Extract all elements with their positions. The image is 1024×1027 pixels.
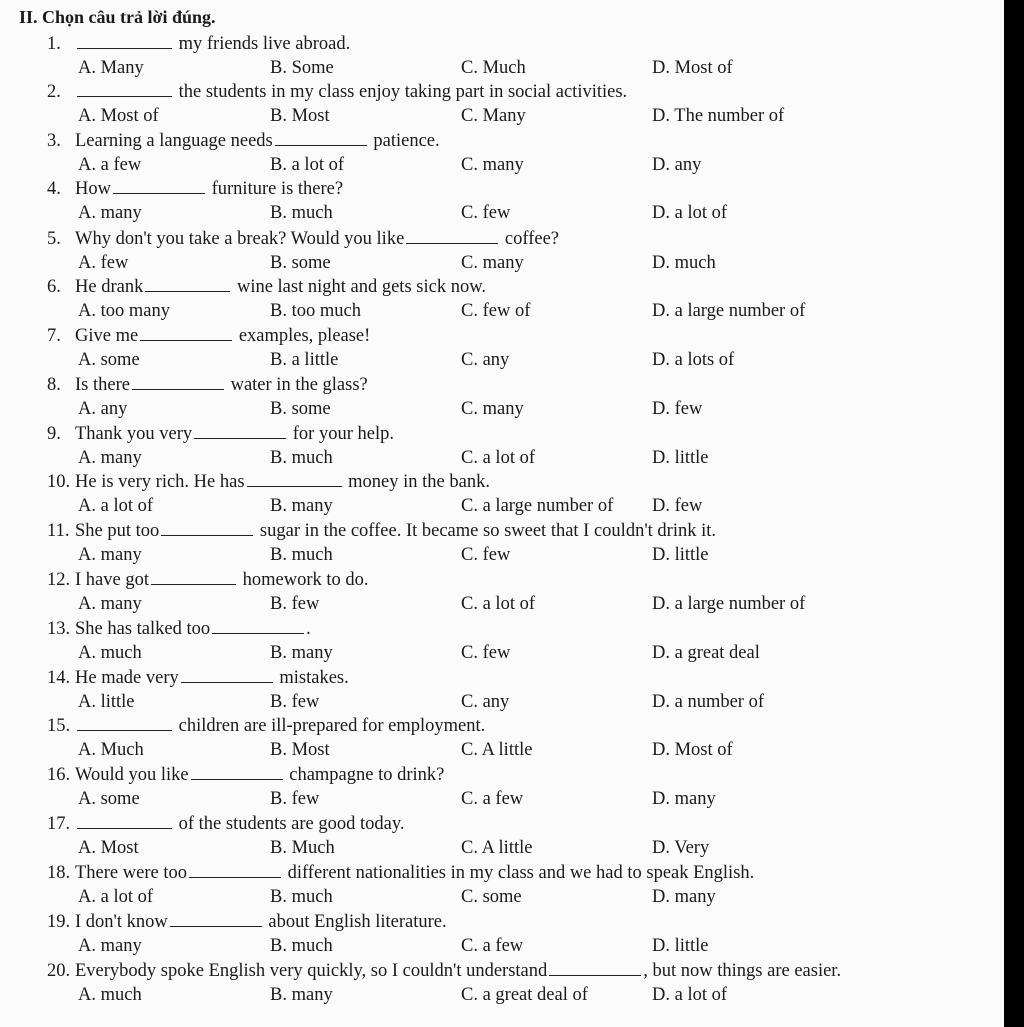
question-line (47, 520, 716, 542)
answer-option-a: A. Many (78, 58, 144, 78)
answer-blank (113, 179, 205, 194)
question-text-after: coffee? (500, 229, 559, 249)
question-line (47, 862, 754, 884)
question-number: 19. (47, 912, 71, 932)
answer-blank (191, 765, 283, 780)
question-number: 20. (47, 961, 71, 981)
answer-blank (275, 131, 367, 146)
answer-blank (77, 716, 172, 731)
question-line (47, 178, 343, 200)
answer-option-c: C. Much (461, 58, 526, 78)
question-text-after: . (306, 619, 311, 639)
screen-edge (1004, 0, 1024, 1027)
answer-option-b: B. many (270, 496, 333, 516)
question-text-after: examples, please! (234, 326, 371, 346)
question-text-before: He drank (75, 277, 144, 297)
section-title: II. Chọn câu trả lời đúng. (19, 7, 216, 27)
answer-option-a: A. many (78, 545, 142, 565)
answer-option-b: B. a little (270, 350, 339, 370)
answer-blank (151, 570, 236, 585)
answer-blank (549, 961, 641, 976)
answer-option-d: D. a great deal (652, 643, 760, 663)
question-text-after: money in the bank. (343, 472, 490, 492)
answer-option-b: B. Some (270, 58, 334, 78)
answer-option-c: C. few (461, 203, 511, 223)
question-text-after: my friends live abroad. (174, 34, 351, 54)
answer-option-d: D. The number of (652, 106, 785, 126)
answer-option-c: C. a lot of (461, 594, 535, 614)
answer-option-a: A. any (78, 399, 128, 419)
question-text-after: homework to do. (237, 570, 369, 590)
answer-option-a: A. Most (78, 838, 139, 858)
answer-blank (77, 34, 172, 49)
answer-option-b: B. Most (270, 106, 330, 126)
question-line (47, 228, 559, 250)
answer-option-c: C. many (461, 253, 524, 273)
question-text-after: of the students are good today. (174, 814, 405, 834)
question-line (47, 81, 627, 103)
answer-option-d: D. a lot of (652, 203, 728, 223)
question-number: 6. (47, 277, 61, 297)
question-text-before: She put too (75, 521, 160, 541)
answer-option-b: B. many (270, 643, 333, 663)
answer-option-a: A. a lot of (78, 887, 154, 907)
answer-option-d: D. a lot of (652, 985, 728, 1005)
question-text-after: water in the glass? (225, 375, 368, 395)
answer-option-d: D. few (652, 496, 703, 516)
question-number: 4. (47, 179, 61, 199)
answer-option-c: C. few of (461, 301, 531, 321)
answer-blank (406, 229, 498, 244)
answer-option-a: A. many (78, 448, 142, 468)
answer-option-b: B. some (270, 399, 331, 419)
answer-option-c: C. a large number of (461, 496, 614, 516)
answer-option-c: C. a few (461, 789, 524, 809)
answer-option-d: D. a number of (652, 692, 764, 712)
answer-blank (212, 619, 304, 634)
question-text-before: Everybody spoke English very quickly, so I couldn't understand (75, 961, 548, 981)
question-text-before: There were too (75, 863, 187, 883)
question-text-after: for your help. (288, 424, 394, 444)
question-text-after: champagne to drink? (284, 765, 445, 785)
answer-option-b: B. Most (270, 740, 330, 760)
answer-option-d: D. a large number of (652, 594, 806, 614)
answer-option-d: D. a lots of (652, 350, 735, 370)
question-text-before: I don't know (75, 912, 168, 932)
answer-option-b: B. few (270, 692, 320, 712)
question-line (47, 764, 444, 786)
question-number: 18. (47, 863, 71, 883)
question-number: 17. (47, 814, 71, 834)
question-text-before: Would you like (75, 765, 189, 785)
question-line (47, 715, 485, 737)
answer-option-a: A. much (78, 985, 142, 1005)
question-line (47, 911, 447, 933)
question-text-after: children are ill-prepared for employment. (174, 716, 486, 736)
answer-option-d: D. Most of (652, 740, 733, 760)
answer-option-c: C. A little (461, 740, 533, 760)
answer-option-b: B. few (270, 789, 320, 809)
answer-option-b: B. few (270, 594, 320, 614)
answer-option-d: D. little (652, 545, 709, 565)
question-number: 10. (47, 472, 71, 492)
answer-option-d: D. any (652, 155, 702, 175)
question-text-after: about English literature. (263, 912, 447, 932)
answer-option-a: A. Much (78, 740, 144, 760)
answer-option-c: C. a great deal of (461, 985, 588, 1005)
question-line (47, 471, 490, 493)
answer-option-a: A. many (78, 594, 142, 614)
question-text-before: She has talked too (75, 619, 211, 639)
question-number: 1. (47, 34, 61, 54)
question-number: 11. (47, 521, 70, 541)
answer-option-a: A. some (78, 350, 140, 370)
answer-option-b: B. much (270, 448, 333, 468)
answer-blank (194, 424, 286, 439)
answer-option-a: A. many (78, 203, 142, 223)
answer-option-a: A. a few (78, 155, 142, 175)
answer-option-c: C. Many (461, 106, 526, 126)
question-text-after: the students in my class enjoy taking part in social activities. (174, 82, 628, 102)
answer-blank (77, 814, 172, 829)
question-line (47, 960, 841, 982)
answer-option-c: C. a few (461, 936, 524, 956)
answer-option-b: B. Much (270, 838, 335, 858)
question-text-before: He is very rich. He has (75, 472, 245, 492)
question-number: 16. (47, 765, 71, 785)
answer-option-a: A. few (78, 253, 129, 273)
answer-option-a: A. too many (78, 301, 170, 321)
answer-option-b: B. much (270, 203, 333, 223)
question-number: 12. (47, 570, 71, 590)
answer-option-c: C. many (461, 155, 524, 175)
answer-option-c: C. some (461, 887, 522, 907)
answer-option-b: B. some (270, 253, 331, 273)
question-text-before: I have got (75, 570, 149, 590)
question-text-after: sugar in the coffee. It became so sweet that I couldn't drink it. (255, 521, 717, 541)
question-number: 15. (47, 716, 71, 736)
answer-option-b: B. many (270, 985, 333, 1005)
answer-blank (140, 326, 232, 341)
question-number: 13. (47, 619, 71, 639)
question-text-before: Why don't you take a break? Would you like (75, 229, 405, 249)
answer-option-b: B. a lot of (270, 155, 344, 175)
answer-option-b: B. too much (270, 301, 361, 321)
answer-option-c: C. many (461, 399, 524, 419)
question-text-before: He made very (75, 668, 179, 688)
question-number: 2. (47, 82, 61, 102)
answer-option-d: D. much (652, 253, 716, 273)
answer-option-d: D. little (652, 936, 709, 956)
answer-option-c: C. few (461, 545, 511, 565)
answer-option-d: D. many (652, 887, 716, 907)
answer-blank (170, 912, 262, 927)
question-number: 8. (47, 375, 61, 395)
answer-option-c: C. few (461, 643, 511, 663)
question-text-after: wine last night and gets sick now. (232, 277, 486, 297)
question-line (47, 276, 486, 298)
answer-option-a: A. much (78, 643, 142, 663)
answer-option-d: D. Most of (652, 58, 733, 78)
answer-blank (161, 521, 253, 536)
question-text-after: mistakes. (274, 668, 349, 688)
answer-option-c: C. a lot of (461, 448, 535, 468)
answer-option-d: D. many (652, 789, 716, 809)
answer-option-a: A. a lot of (78, 496, 154, 516)
answer-blank (132, 375, 224, 390)
question-number: 14. (47, 668, 71, 688)
answer-option-c: C. any (461, 350, 510, 370)
answer-option-a: A. some (78, 789, 140, 809)
answer-blank (145, 277, 230, 292)
question-text-after: , but now things are easier. (643, 961, 842, 981)
question-text-after: furniture is there? (206, 179, 344, 199)
question-line (47, 667, 349, 689)
question-line (47, 618, 311, 640)
question-line (47, 130, 440, 152)
answer-option-d: D. a large number of (652, 301, 806, 321)
question-line (47, 325, 370, 347)
answer-option-b: B. much (270, 936, 333, 956)
question-line (47, 33, 350, 55)
question-text-after: different nationalities in my class and we had to speak English. (282, 863, 755, 883)
answer-option-a: A. little (78, 692, 135, 712)
answer-blank (189, 863, 281, 878)
question-number: 5. (47, 229, 61, 249)
question-text-before: Learning a language needs (75, 131, 273, 151)
question-text-before: Is there (75, 375, 130, 395)
question-text-before: Give me (75, 326, 139, 346)
question-number: 9. (47, 424, 61, 444)
answer-option-c: C. any (461, 692, 510, 712)
question-line (47, 423, 394, 445)
question-line (47, 374, 368, 396)
answer-option-a: A. Most of (78, 106, 159, 126)
question-text-before: Thank you very (75, 424, 193, 444)
question-number: 3. (47, 131, 61, 151)
answer-option-d: D. little (652, 448, 709, 468)
answer-option-d: D. Very (652, 838, 710, 858)
answer-option-a: A. many (78, 936, 142, 956)
question-text-before: How (75, 179, 111, 199)
answer-option-d: D. few (652, 399, 703, 419)
question-line (47, 813, 405, 835)
cropped-previous-line (0, 0, 1004, 4)
question-text-after: patience. (368, 131, 440, 151)
question-line (47, 569, 369, 591)
answer-option-b: B. much (270, 545, 333, 565)
answer-blank (77, 82, 172, 97)
question-number: 7. (47, 326, 61, 346)
answer-option-b: B. much (270, 887, 333, 907)
answer-option-c: C. A little (461, 838, 533, 858)
answer-blank (181, 668, 273, 683)
answer-blank (247, 472, 342, 487)
